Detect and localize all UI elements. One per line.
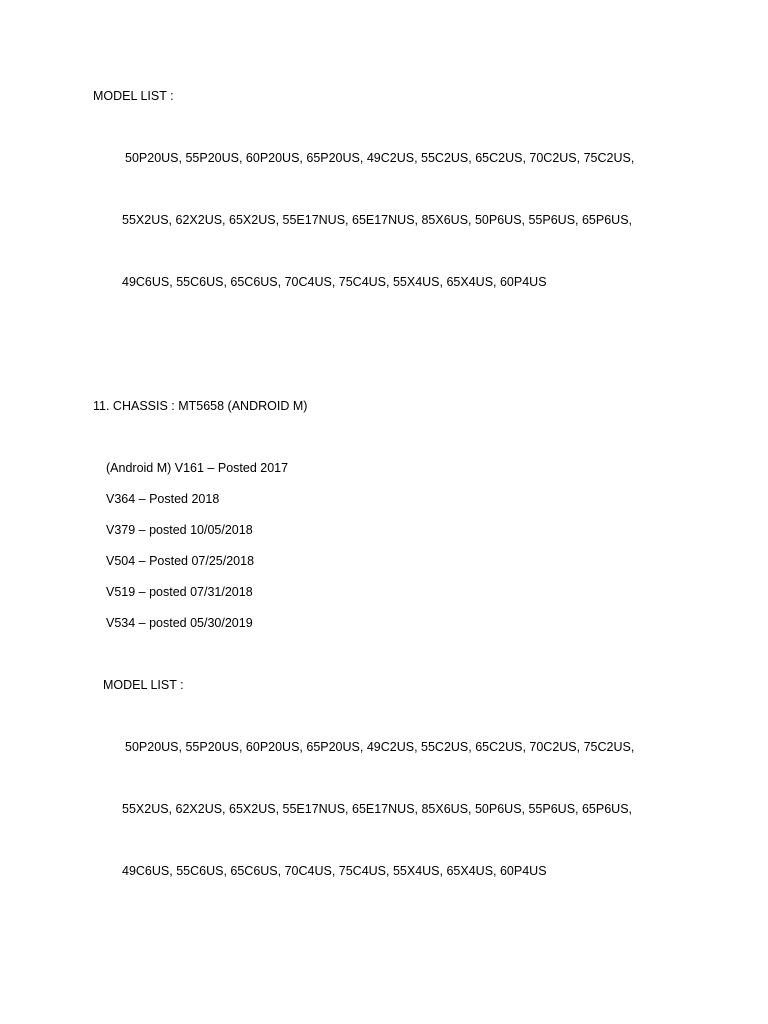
version-entry: V379 – posted 10/05/2018 [106,523,253,537]
model-list-label: MODEL LIST : [103,678,184,692]
model-list-line: 50P20US, 55P20US, 60P20US, 65P20US, 49C2US, 55C2US, 65C2US, 70C2US, 75C2US, [125,740,635,754]
version-entry: (Android M) V161 – Posted 2017 [106,461,289,475]
model-list-line: 49C6US, 55C6US, 65C6US, 70C4US, 75C4US, 55X4US, 65X4US, 60P4US [122,275,547,289]
version-entry: V519 – posted 07/31/2018 [106,585,253,599]
version-entry: V534 – posted 05/30/2019 [106,616,253,630]
version-entry: V504 – Posted 07/25/2018 [106,554,255,568]
version-entry: V364 – Posted 2018 [106,492,220,506]
model-list-line: 55X2US, 62X2US, 65X2US, 55E17NUS, 65E17NUS, 85X6US, 50P6US, 55P6US, 65P6US, [122,802,633,816]
model-list-line: 49C6US, 55C6US, 65C6US, 70C4US, 75C4US, 55X4US, 65X4US, 60P4US [122,864,547,878]
model-list-line: 55X2US, 62X2US, 65X2US, 55E17NUS, 65E17NUS, 85X6US, 50P6US, 55P6US, 65P6US, [122,213,633,227]
model-list-label: MODEL LIST : [93,89,174,103]
chassis-heading: 11. CHASSIS : MT5658 (ANDROID M) [93,399,308,413]
model-list-line: 50P20US, 55P20US, 60P20US, 65P20US, 49C2US, 55C2US, 65C2US, 70C2US, 75C2US, [125,151,635,165]
